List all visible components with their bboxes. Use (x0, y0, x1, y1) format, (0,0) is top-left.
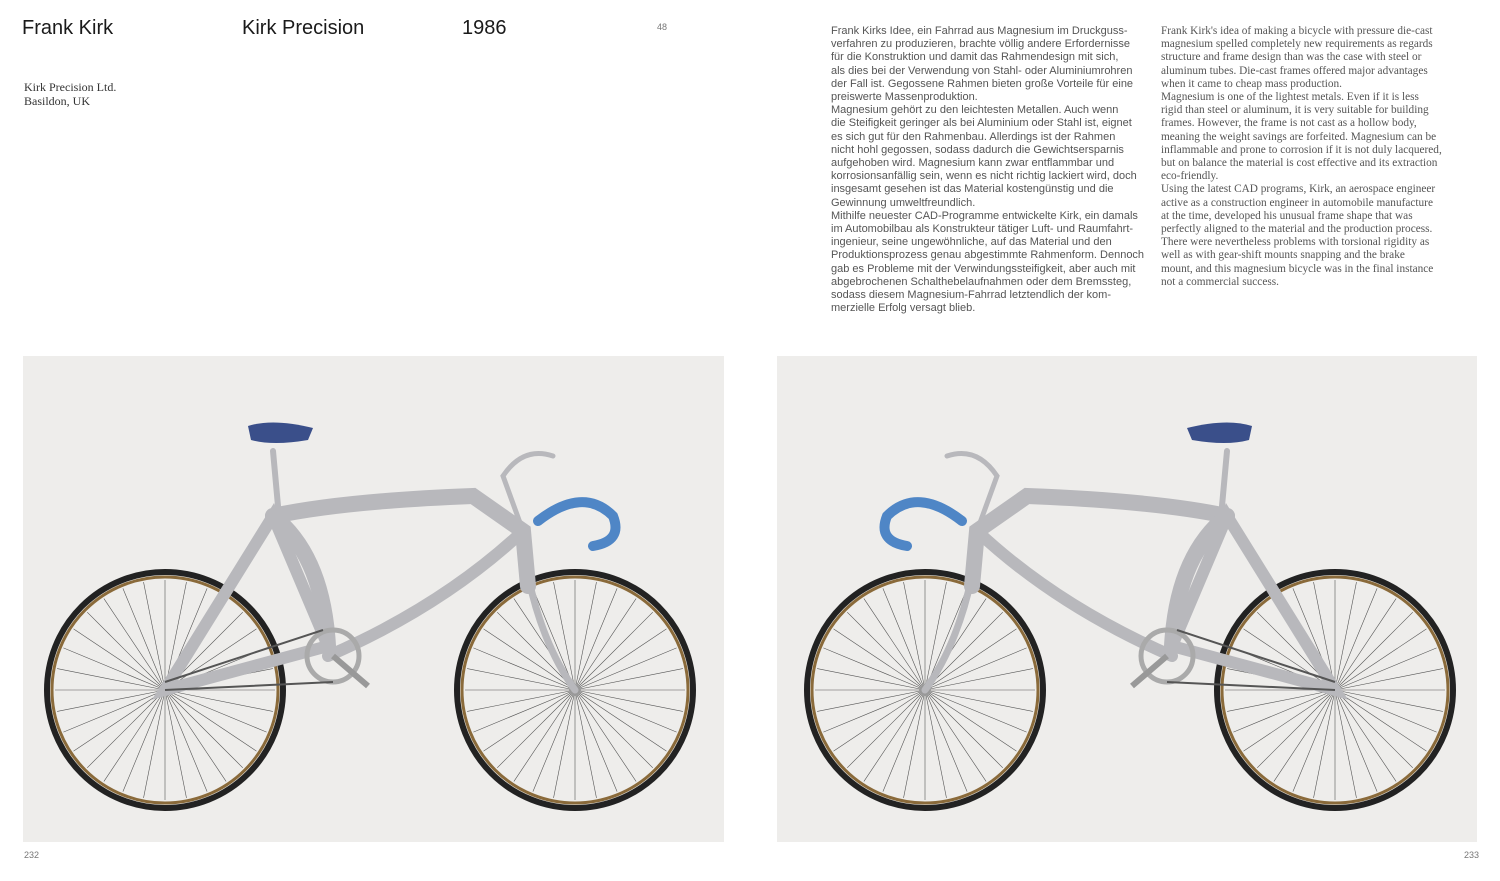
manufacturer-info (24, 80, 116, 108)
frame (165, 451, 575, 690)
text-line: Using the latest CAD programs, Kirk, an aerospace engineer (1161, 183, 1436, 196)
text-line: nicht hohl gegossen, sodass dadurch die Gewichtsersparnis (831, 143, 1124, 156)
text-line: abgebrochenen Schalthebelaufnahmen oder dem Bremssteg, (831, 275, 1132, 288)
text-line: There were nevertheless problems with torsional rigidity as (1161, 236, 1430, 249)
text-line: but on balance the material is cost effective and its extraction (1161, 157, 1438, 170)
text-line: insgesamt gesehen ist das Material kostengünstig und die (831, 183, 1114, 196)
german-text (831, 25, 1144, 315)
text-line: der Fall ist. Gegossene Rahmen bieten große Vorteile für eine (831, 77, 1134, 90)
model-name: Kirk Precision (242, 17, 365, 39)
text-line: Gewinnung umweltfreundlich. (831, 196, 976, 209)
text-line: perfectly aligned to the material and the production process. (1161, 223, 1433, 236)
text-line: not a commercial success. (1161, 275, 1279, 288)
bicycle-illustration (777, 356, 1477, 842)
text-line: Frank Kirk's idea of making a bicycle with pressure die-cast (1161, 25, 1433, 37)
text-line: inflammable and prone to corrosion if it is not duly lacquered, (1161, 143, 1442, 156)
handlebar-tape (885, 502, 963, 546)
text-line: mount, and this magnesium bicycle was in the final instance (1161, 262, 1434, 275)
reference-number: 48 (657, 22, 668, 32)
frame (925, 451, 1335, 690)
text-line: als dies bei der Verwendung von Stahl- oder Aluminiumrohren (831, 64, 1133, 77)
text-line: sodass diesem Magnesium-Fahrrad letztendlich der kom- (831, 289, 1112, 302)
page-number-left: 232 (24, 850, 40, 860)
text-line: die Steifigkeit geringer als bei Aluminium oder Stahl ist, eignet (831, 117, 1132, 130)
page-number-right: 233 (1464, 850, 1480, 860)
text-line: preiswerte Massenproduktion. (831, 91, 978, 104)
text-line: korrosionsanfällig sein, wenn es nicht richtig lackiert wird, doch (831, 170, 1137, 183)
manufacturer-name: Kirk Precision Ltd. (24, 80, 117, 94)
handlebar-tape (538, 502, 616, 546)
bicycle-photo-right-side (23, 356, 724, 842)
bicycle-illustration (23, 356, 724, 842)
text-line: Frank Kirks Idee, ein Fahrrad aus Magnesium im Druckguss- (831, 25, 1128, 37)
text-line: when it came to cheap mass production. (1161, 77, 1343, 90)
text-line: Mithilfe neuester CAD-Programme entwickelte Kirk, ein damals (831, 209, 1138, 222)
bicycle-photo-left-side (777, 356, 1477, 842)
text-line: eco-friendly. (1161, 170, 1219, 183)
saddle (1187, 422, 1252, 443)
text-line: Magnesium gehört zu den leichtesten Metallen. Auch wenn (831, 104, 1119, 117)
text-line: rigid than steel or aluminum, it is very suitable for building (1161, 104, 1429, 117)
year: 1986 (462, 17, 507, 39)
text-line: Magnesium is one of the lightest metals. Even if it is less (1161, 91, 1419, 104)
text-line: merzielle Erfolg versagt blieb. (831, 302, 976, 315)
text-line: meaning the weight savings are forfeited. Magnesium can be (1161, 130, 1437, 143)
text-line: für die Konstruktion und damit das Rahmendesign mit sich, (831, 51, 1119, 64)
text-line: active as a construction engineer in automobile manufacture (1161, 196, 1433, 209)
text-line: structure and frame design than was the case with steel or (1161, 51, 1422, 64)
saddle (248, 422, 313, 443)
text-line: aufgehoben wird. Magnesium kann zwar entflammbar und (831, 157, 1115, 170)
text-line: well as with gear-shift mounts snapping and the brake (1161, 249, 1405, 262)
text-line: Produktionsprozess genau abgestimmte Rahmenform. Dennoch (831, 249, 1145, 262)
text-line: gab es Probleme mit der Verwindungssteifigkeit, aber auch mit (831, 262, 1136, 275)
designer-name: Frank Kirk (22, 17, 114, 39)
text-line: es sich gut für den Rahmenbau. Allerdings ist der Rahmen (831, 130, 1116, 143)
text-line: magnesium spelled completely new requirements as regards (1161, 38, 1433, 51)
text-line: verfahren zu produzieren, brachte völlig andere Erfordernisse (831, 38, 1130, 51)
text-line: ingenieur, seine ungewöhnliche, auf das Material und den (831, 236, 1112, 249)
text-line: frames. However, the frame is not cast as a hollow body, (1161, 117, 1417, 130)
manufacturer-location: Basildon, UK (24, 94, 90, 108)
text-line: aluminum tubes. Die-cast frames offered major advantages (1161, 64, 1428, 77)
text-line: at the time, developed his unusual frame shape that was (1161, 209, 1413, 222)
english-text (1161, 25, 1442, 289)
text-line: im Automobilbau als Konstrukteur tätiger Luft- und Raumfahrt- (831, 223, 1134, 236)
